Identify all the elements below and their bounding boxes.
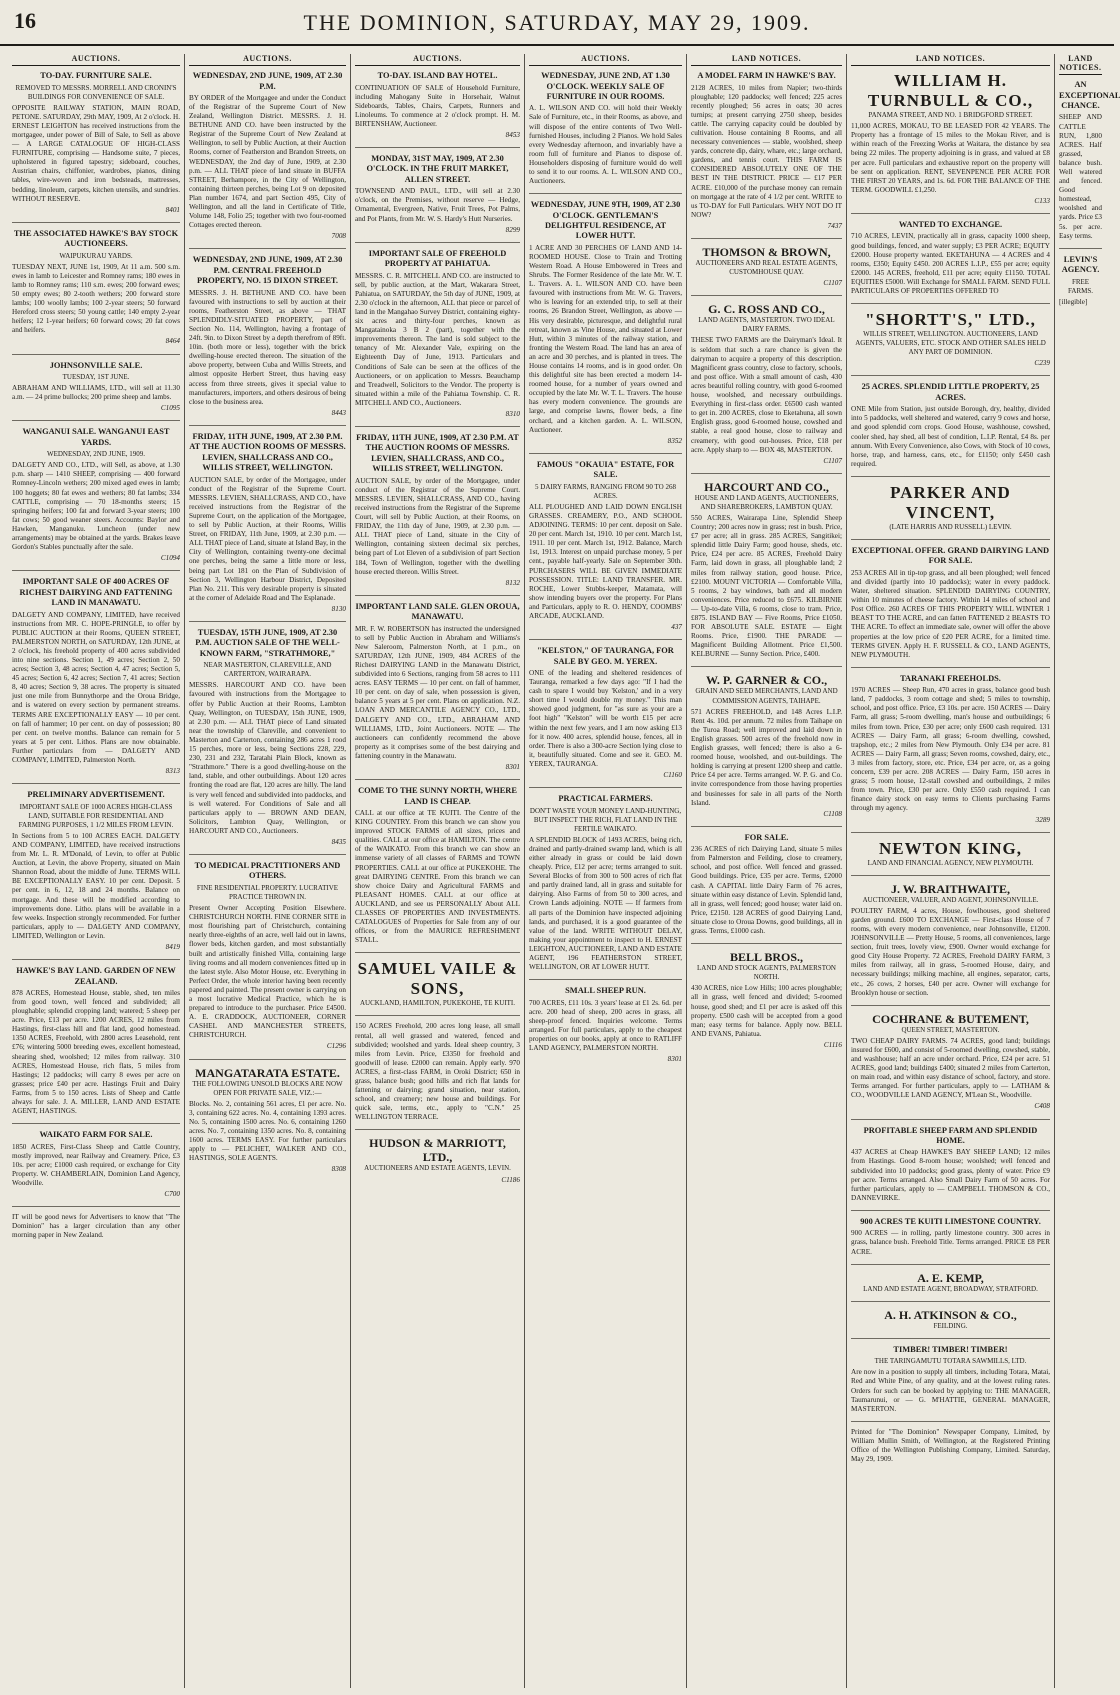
ad-subheading: FEILDING. <box>933 1321 968 1330</box>
ad-subheading: WAIPUKURAU YARDS. <box>59 251 133 260</box>
paper-title: THE DOMINION, SATURDAY, MAY 29, 1909. <box>303 10 811 35</box>
ad-reference-number: C1107 <box>823 279 842 288</box>
classified-ad <box>355 1129 520 1184</box>
ad-divider <box>12 222 180 223</box>
ad-subheading: TUESDAY, 1ST JUNE. <box>62 372 130 381</box>
ad-headline: WANGANUI SALE. WANGANUI EAST YARDS. <box>22 427 170 447</box>
ad-body-text: AUCTION SALE, by order of the Mortgagee, under conduct of the Registrar of the Supreme Court. MESSRS. LEVIEN, SHALLCRASS, AND CO., having received instructions from the Registrar of the Supreme Court, will sell by Public Auction, at their Rooms, on FRIDAY, the 11th day of June, 1909, at 2.30 p.m. — ALL THAT piece of Land, situate in the City of Wellington, containing sixteen decimal six perches, being part of Lot Eleven of a subdivision of part Section 184, Town of Wellington, together with the dwelling house erected thereon. Willis Street. <box>355 476 520 576</box>
ad-headline: W. P. GARNER & CO., <box>705 673 828 688</box>
ad-headline: IMPORTANT SALE OF 400 ACRES OF RICHEST DAIRYING AND FATTENING LAND IN MANAWATU. <box>19 577 173 608</box>
classified-ad <box>851 1301 1050 1331</box>
ad-headline: PROFITABLE SHEEP FARM AND SPLENDID HOME. <box>863 1125 1038 1145</box>
classified-ad <box>851 476 1050 532</box>
classified-ad <box>851 1264 1050 1294</box>
ad-headline: WANTED TO EXCHANGE. <box>898 220 1003 230</box>
ad-body-text: 430 ACRES, nice Low Hills; 100 acres ploughable; all in grass, well fenced and divided; 5-roomed house, good shed; and £1 per acre is asked off this property. £500 cash will be accepted from a good man; easy terms for balance. Apply now. BELL AND EVANS, Pahiatua. <box>691 984 842 1038</box>
classified-ad <box>355 426 520 588</box>
ad-divider <box>12 420 180 421</box>
ad-divider <box>355 1129 520 1130</box>
ad-headline: FRIDAY, 11TH JUNE, 1909, AT 2.30 P.M. AT THE AUCTION ROOMS OF MESSRS. LEVIEN, SHALLCRASS AND CO., WILLIS STREET, WELLINGTON. <box>189 431 346 473</box>
classified-ad <box>189 621 346 847</box>
ad-headline: COME TO THE SUNNY NORTH, WHERE LAND IS CHEAP. <box>358 786 517 806</box>
classified-ad <box>1059 248 1102 307</box>
column-heading: LAND NOTICES. <box>1059 54 1102 75</box>
ad-divider <box>851 375 1050 376</box>
ad-body-text: 11,000 ACRES, MOKAU, TO BE LEASED FOR 42 YEARS. The Property has a frontage of 15 miles to the Mokau River, and is within reach of the Freezing Works at Waitara, the distance by sea being 22 miles. The property adjoining is in grass, and valued at £8 per acre. Full particulars and exhaustive report on the property will be sent on application. RENT, SEVENPENCE PER ACRE FOR THE FIRST 20 YEARS, and 1s. 6d. FOR THE BALANCE OF THE TERM. GOODWILL £1,250. <box>851 122 1050 194</box>
classified-ad <box>189 854 346 1052</box>
ad-divider <box>189 1059 346 1060</box>
ad-body-text: 571 ACRES FREEHOLD, and 148 Acres L.I.P. Rent 4s. 10d. per annum. 72 miles from Taihape on the Turoa Road; well improved and laid down in English grasses. 500 acres of the freehold now in English grasses, well fenced; there is also a 6-roomed house, woolshed, and out-buildings. The holding is carrying at present 1200 sheep and cattle. Price £4 per acre. Terms arranged. W. P. G. and Co. invite correspondence from those having properties and businesses for sale in all parts of the North Island. <box>691 707 842 807</box>
ad-body-text: 150 ACRES Freehold, 200 acres long lease, all small rental, all well grassed and watered, fenced and subdivided; woolshed and yards. Ideal sheep country, 3 miles from Levin. Price, £3350 for freehold and goodwill of lease. £2000 can remain. Apply early. 970 ACRES, a first-class FARM, in Oroki District; 650 in grass, balance bush; good hills and rich flat lands for fattening or dairying; grand situation, near station, school, and creamery; new house and buildings. For quick sale, terms, etc., apply to "C.N." 25 WELLINGTON TERRACE. <box>355 1022 520 1122</box>
ad-body-text: 878 ACRES, Homestead House, stable, shed, ten miles from good town, well fenced and subdivided; all ploughable; splendid cropping land; watered; 5 sheep per acre. Price, £13 per acre. 1200 ACRES, 12 miles from Hastings, first-class hill and flat land, good homestead. 1350 ACRES, Freehold, with 2800 acres Leasehold, rent £76; wintering 5000 breeding ewes, excellent homestead, shearing shed, woolshed; 12 miles from railway. 310 ACRES, Homestead House, rich flats, 5 miles from Hastings; 12 paddocks; will carry 8 ewes per acre on grasses; price £40 per acre. Hastings Fruit and Dairy Farms, from 5 to 150 acres. Lists of Sheep and Cattle always for sale. J. A. MILLER, LAND AND ESTATE AGENT, HASTINGS. <box>12 988 180 1116</box>
classified-ad <box>189 1059 346 1175</box>
classified-ad <box>851 539 1050 660</box>
ad-headline: G. C. ROSS AND CO., <box>708 302 825 317</box>
ad-reference-number: 7437 <box>827 221 842 230</box>
ad-reference-number: C1095 <box>160 404 180 413</box>
ad-divider <box>355 147 520 148</box>
ad-headline: TARANAKI FREEHOLDS. <box>900 673 1001 683</box>
classified-ad <box>529 193 682 446</box>
ad-divider <box>189 854 346 855</box>
classified-ad <box>691 666 842 818</box>
classified-ad <box>355 779 520 945</box>
classified-ad <box>691 295 842 466</box>
ad-body-text: 700 ACRES, £11 10s. 3 years' lease at £1 2s. 6d. per acre. 200 head of sheep, 200 acres in grass, all sheep-proof fenced. Inquiries welcome. Terms arranged. For full particulars, apply to the cheapest properties on our books, apply at once to RATLIFF LAND AGENCY, PALMERSTON NORTH. <box>529 998 682 1053</box>
ad-headline: EXCEPTIONAL OFFER. GRAND DAIRYING LAND FOR SALE. <box>851 546 1050 566</box>
ad-body-text: MESSRS. HARCOURT AND CO. have been favoured with instructions from the Mortgagee to offer by Public Auction at their Rooms, Lambton Quay, Wellington, on TUESDAY, 15th JUNE, 1909, at 2.30 p.m. — ALL THAT piece of Land situated near the township of Clareville, and convenient to Masterton and Carterton, containing 286 acres 1 rood 15 perches, more or less, being Sections 228, 229, 230, 231 and 232, Taratahi Plain Block, known as "Strathmore." There is a good dwelling-house on the land, stable, and other outbuildings. About 120 acres fronting the road are flat, 120 acres are hilly. The land is very well fenced and subdivided into paddocks, and is well watered. For Conditions of Sale and all particulars apply to — BROWN AND DEAN, Solicitors, Lambton Quay, Wellington, or HARCOURT AND CO., Auctioneers. <box>189 681 346 835</box>
column-heading: LAND NOTICES. <box>691 54 842 66</box>
ad-headline: MANGATARATA ESTATE. <box>195 1065 340 1080</box>
ad-divider <box>12 570 180 571</box>
classified-ad <box>189 248 346 418</box>
classified-ad <box>12 1206 180 1240</box>
classified-ad <box>851 1119 1050 1203</box>
ad-headline: THOMSON & BROWN, <box>702 245 831 259</box>
ad-divider <box>691 826 842 827</box>
ad-body-text: Blocks. No. 2, containing 561 acres, £1 per acre. No. 3, containing 622 acres. No. 4, containing 1393 acres. No. 5, containing 1500 acres. No. 6, containing 1260 acres. No. 7, containing 1350 acres. No. 8, containing 1600 acres. TERMS EASY. For further particulars apply to — PELICHET, WALKER AND CO., HASTINGS, SOLE AGENTS. <box>189 1099 346 1163</box>
ad-body-text: OPPOSITE RAILWAY STATION, MAIN ROAD, PETONE. SATURDAY, 29th MAY, 1909, At 2 o'clock. H. ERNEST LEIGHTON has received instructions from the mortgagee, under power of Bill of Sale, to Sell as above — A LARGE CATALOGUE OF HIGH-CLASS FURNITURE, comprising — Handsome suite, 7 pieces, upholstered in figured tapestry; sideboard, couches, Austrian chairs, chiffonier, wardrobes, pianos, dining tables, wire-woven and iron bedsteads, mattresses, bedding, linoleum, carpets, kitchen utensils, and sundries. WITHOUT RESERVE. <box>12 103 180 203</box>
ad-divider <box>12 1206 180 1207</box>
classified-ad <box>355 952 520 1008</box>
classified-ad <box>851 832 1050 868</box>
ad-divider <box>355 426 520 427</box>
classified-ad <box>851 1210 1050 1257</box>
ad-body-text: [illegible] <box>1059 297 1088 306</box>
ad-divider <box>189 248 346 249</box>
classified-ad <box>355 242 520 419</box>
ad-subheading: IMPORTANT SALE OF 1000 ACRES HIGH-CLASS LAND, SUITABLE FOR RESIDENTIAL AND FARMING PURPOSES, 1 1/2 MILES FROM LEVIN. <box>18 802 174 829</box>
ad-headline: FOR SALE. <box>744 832 789 842</box>
ad-body-text: BY ORDER of the Mortgagee and under the Conduct of the Registrar of the Supreme Court of New Zealand, Wellington District. MESSRS. J. H. BETHUNE AND CO. have been instructed by the Registrar of the Supreme Court of New Zealand at Wellington, to sell by Public Auction, at their Auction Rooms, corner of Featherston and Brandon Streets, on WEDNESDAY, the 2nd day of June, 1909, at 2.30 p.m. — ALL THAT piece of land situate in BUFFA STREET, Berhampore, in the City of Wellington, containing thirteen perches, being Lot 9 on deposited Plan number 1674, and part Section 495, City of Wellington, and all the land in Certificate of Title, Volume 148, Folio 25; together with two four-roomed Cottages erected thereon. <box>189 93 346 230</box>
ad-divider <box>851 1421 1050 1422</box>
ad-headline: WEDNESDAY, JUNE 9TH, 1909, AT 2.30 O'CLOCK. GENTLEMAN'S DELIGHTFUL RESIDENCE, AT LOWER HUTT. <box>530 200 681 241</box>
ad-body-text: 1970 ACRES — Sheep Run, 470 acres in grass, balance good bush land, 7 paddocks, 3 room cottage and shed; 5 miles to township, school, and post office. Price, £3 10s. per acre. 150 ACRES — Dairy Farm, all grass; 5-room dwelling, man's house and outbuildings; 6 miles from town. Price, £30 per acre; only £600 cash required. 131 ACRES — Dairy Farm, all grass; 6-room dwelling, cowshed, trapshop, etc.; 2 miles from New Plymouth. Only £34 per acre. 81 ACRES — Dairy Farm, all grass; Seven rooms, cowshed, dairy, etc., 3 miles from factory, store, etc. Price, £34 per acre, or, as a going concern, £39 per acre. 208 ACRES — Dairy Farm, 150 acres in grass; 5 room house, 12-stall cowshed and outbuildings, 2 miles from town. Price, £30 per acre. Only £550 cash required. I can finance dairy stock on easy terms to Clients purchasing Farms through my agency. <box>851 686 1050 813</box>
classified-ad <box>355 1015 520 1122</box>
classified-ad <box>529 453 682 632</box>
ad-divider <box>851 1338 1050 1339</box>
ad-reference-number: 8301 <box>505 763 520 772</box>
column-1 <box>8 54 184 1688</box>
classified-ad <box>851 71 1050 206</box>
classified-ad <box>12 354 180 414</box>
ad-reference-number: 8453 <box>505 130 520 139</box>
ad-divider <box>691 238 842 239</box>
ad-reference-number: 8443 <box>331 408 346 417</box>
ad-reference-number: 437 <box>671 623 682 632</box>
ad-subheading: 5 DAIRY FARMS, RANGING FROM 90 TO 268 ACRES. <box>535 482 676 500</box>
classified-ad <box>691 473 842 660</box>
ad-divider <box>691 943 842 944</box>
ad-reference-number: 8419 <box>165 943 180 951</box>
ad-headline: HAWKE'S BAY LAND. GARDEN OF NEW ZEALAND. <box>16 966 176 986</box>
ad-headline: 900 ACRES TE KUITI LIMESTONE COUNTRY. <box>860 1216 1041 1226</box>
ad-subheading: LAND AND FINANCIAL AGENCY, NEW PLYMOUTH. <box>867 858 1034 867</box>
ad-body-text: 710 ACRES, LEVIN, practically all in grass, capacity 1000 sheep, good buildings, fenced, and water supply; £3 PER ACRE; EQUITY £2000. House property wanted. EKETAHUNA — 4 ACRES and 4 rooms, £350; Equity £450. 200 ACRES L.I.P., £55 per acre; equity £2000. 145 ACRES, freehold, £11 per acre; equity £1150. TOTAL EQUITIES £5000. Will Exchange for SMALL FARM. SEND FULL PARTICULARS OF PROPERTIES OFFERED TO <box>851 232 1050 295</box>
classified-ad <box>691 943 842 1050</box>
ad-divider <box>691 666 842 667</box>
ad-subheading: REMOVED TO MESSRS. MORRELL AND CRONIN'S BUILDINGS FOR CONVENIENCE OF SALE. <box>15 83 177 101</box>
page-number: 16 <box>14 8 36 33</box>
ad-body-text: Printed for "The Dominion" Newspaper Company, Limited, by William Mullin Smith, of Wellington, at the Registered Printing Office of the Wellington Publishing Company, Limited. Saturday, May 29, 1909. <box>851 1427 1050 1464</box>
ad-headline: HARCOURT AND CO., <box>704 479 829 494</box>
ad-divider <box>189 425 346 426</box>
ad-subheading: FINE RESIDENTIAL PROPERTY. LUCRATIVE PRACTICE THROWN IN. <box>196 883 339 901</box>
ad-headline: SAMUEL VAILE & SONS, <box>357 959 518 999</box>
ad-subheading: (LATE HARRIS AND RUSSELL) LEVIN. <box>889 522 1012 531</box>
ad-divider <box>851 303 1050 304</box>
ad-subheading: AUCTIONEERS AND REAL ESTATE AGENTS, CUSTOMHOUSE QUAY. <box>695 259 838 277</box>
ad-body-text: DALGETY AND CO., LTD., will Sell, as above, at 1.30 p.m. sharp — 1410 SHEEP, comprising — 400 forward Romney-Lincoln wethers; 200 mixed aged ewes in lamb; 100 hoggets; 80 fat ewes and wethers; 80 fat lambs; 334 CATTLE, comprising — 70 18-months steers; 15 springing heifers; 100 fat and forward 3-year steers; 100 fat cows; 50 good weaner steers. Accounts: Baylor and Hawken, Manganuku. Luncheon (under new arrangements) may be obtained at the yards. Brakes leave Gordon's Stables punctually after the sale. <box>12 461 180 552</box>
ad-body-text: SHEEP AND CATTLE RUN, 1,800 ACRES. Half grassed, balance bush. Well watered and fenced. Good homestead, woolshed and yards. Price £3 5s. per acre. Easy terms. <box>1059 113 1102 240</box>
classified-ad <box>691 826 842 936</box>
ad-headline: WAIKATO FARM FOR SALE. <box>39 1130 153 1140</box>
ad-headline: IMPORTANT LAND SALE. GLEN OROUA, MANAWATU. <box>355 601 520 622</box>
ad-headline: IMPORTANT SALE OF FREEHOLD PROPERTY AT PAHIATUA. <box>368 248 507 269</box>
ad-subheading: THE TARINGAMUTU TOTARA SAWMILLS, LTD. <box>874 1357 1027 1366</box>
ad-body-text: 900 ACRES — in rolling, partly limestone country. 300 acres in grass, balance bush. Freehold Title. Terms arranged. PRICE £8 PER ACRE. <box>851 1229 1050 1256</box>
classified-ad <box>355 595 520 772</box>
ad-reference-number: 8299 <box>505 225 520 234</box>
ad-divider <box>355 242 520 243</box>
ad-body-text: ABRAHAM AND WILLIAMS, LTD., will sell at 11.30 a.m. — 24 prime bullocks; 200 prime sheep and lambs. <box>12 384 180 402</box>
ad-body-text: TUESDAY NEXT, JUNE 1st, 1909, At 11 a.m. 500 s.m. ewes in lamb to Leicester and Romney rams; 180 ewes in lamb to Romney rams; 110 s.m. ewes; 200 forward ewes; 50 empty ewes; 80 2-tooth wethers; 200 forward store lambs; 100 woolly lambs; 100 2-year steers; 50 forward Hereford cross steers; 50 young cattle; 140 empty 2-year heifers; 12 1-year heifers; 60 forward cows; 20 fat cows and heifers. <box>12 262 180 335</box>
ad-body-text: ONE of the leading and sheltered residences of Tauranga, remarked a few days ago: "If I had the cash to spare I would buy 'Kelston,' and in a very short time I would double my money." This man showed good judgment, for "as sure as your are a foot high" "Kelston" will be worth £15 per acre within the next few years, and I am now asking £13 for it now. 400 acres, splendid house, fences, all in order. There is also a 300-acre Section lying close to it, beautifully situated. Come and see it. GEO. M. YEREX, TAURANGA. <box>529 668 682 768</box>
ad-reference-number: C408 <box>1034 1102 1050 1111</box>
ad-headline: TUESDAY, 15TH JUNE, 1909, AT 2.30 P.M. AUCTION SALE OF THE WELL-KNOWN FARM, "STRATHMORE," <box>195 627 340 658</box>
ad-subheading: LAND AND STOCK AGENTS, PALMERSTON NORTH. <box>697 964 836 982</box>
ad-divider <box>12 959 180 960</box>
ad-headline: WEDNESDAY, 2ND JUNE, 1909, AT 2.30 P.M. <box>192 71 343 91</box>
ad-subheading: THE FOLLOWING UNSOLD BLOCKS ARE NOW OPEN FOR PRIVATE SALE, VIZ.:— <box>192 1079 343 1097</box>
classified-ad <box>355 71 520 140</box>
classified-ad <box>529 979 682 1064</box>
classified-ad <box>12 783 180 952</box>
ad-body-text: TOWNSEND AND PAUL, LTD., will sell at 2.30 o'clock, on the Premises, without reserve — Hedge, Ornamental, Evergreen, Native, Fruit Trees, Pot Palms, and Pot Plants, from Mr. W. S. Hardy's Hutt Nurseries. <box>355 187 520 223</box>
ad-subheading: AUCTIONEER, VALUER, AND AGENT, JOHNSONVILLE. <box>862 895 1039 904</box>
classified-ad <box>851 375 1050 468</box>
ad-headline: TO MEDICAL PRACTITIONERS AND OTHERS. <box>194 861 341 881</box>
ad-headline: "KELSTON," OF TAURANGA, FOR SALE BY GEO. M. YEREX. <box>537 646 674 666</box>
ad-reference-number: C1186 <box>501 1175 520 1184</box>
ad-body-text: IT will be good news for Advertisers to know that "The Dominion" has a larger circulation than any other morning paper in New Zealand. <box>12 1213 180 1240</box>
ad-headline: WEDNESDAY, JUNE 2ND, AT 1.30 O'CLOCK. WEEKLY SALE OF FURNITURE IN OUR ROOMS. <box>541 71 670 101</box>
ad-reference-number: 3289 <box>1035 815 1050 824</box>
ad-divider <box>851 1119 1050 1120</box>
ad-headline: WILLIAM H. TURNBULL & CO., <box>867 71 1034 111</box>
ad-headline: TO-DAY. FURNITURE SALE. <box>40 71 152 81</box>
ad-reference-number: 8401 <box>165 205 180 214</box>
ad-divider <box>691 473 842 474</box>
ad-body-text: 437 ACRES at Cheap HAWKE'S BAY SHEEP LAND; 12 miles from Hastings. Good 8-room house; woolshed; well fenced and subdivided into 10 paddocks; good grass, plenty of water. Price £9 per acre. Terms arranged. Also Small Dairy Farm of 50 acres. For further particulars, apply to — CAMPBELL THOMSON & CO., DANNEVIRKE. <box>851 1148 1050 1202</box>
ad-divider <box>355 1015 520 1016</box>
ad-divider <box>355 779 520 780</box>
ad-body-text: 1850 ACRES, First-Class Sheep and Cattle Country, mostly improved, near Railway and Creamery. Price, £3 10s. per acre; £1000 cash required, or exchange for City Property. W. CHAMBERLAIN, Dominion Land Agency, Woodville. <box>12 1142 180 1187</box>
classified-ad <box>12 959 180 1116</box>
ad-subheading: NEAR MASTERTON, CLAREVILLE, AND CARTERTON, WAIRARAPA. <box>203 661 332 679</box>
classified-ad <box>12 1123 180 1199</box>
classified-ad <box>12 570 180 776</box>
ad-body-text: TWO CHEAP DAIRY FARMS. 74 ACRES, good land; buildings insured for £600, and consist of 5-roomed dwelling, cowshed, stable, and washhouse; half an acre under orchard. Price, £24 per acre. 51 ACRES, good land; buildings £400; situated 2 miles from Carterton, on main road, and within easy distance of school, factory, and store. Terms arranged. For further particulars, apply to — LATHAM & CO., WOODVILLE LAND AGENCY, M'Lean St., Woodville. <box>851 1036 1050 1100</box>
ad-body-text: THESE TWO FARMS are the Dairyman's Ideal. It is seldom that such a rare chance is given the dairyman to acquire a property of this description. Magnificent grass country, close to factory, schools, and post office. With a small amount of cash, 430 acres beautiful rolling country, with good 6-roomed house, woolshed, and necessary outbuildings. Everything in first-class order. £6500 cash wanted to get in. 200 ACRES, close to Eketahuna, all sown English grass, good 6-roomed house, cowshed and stable, a real good house, close to railway and creamery, with good out-houses. Price, £18 per acre. Apply sharp to — BOX 48, MASTERTON. <box>691 336 842 454</box>
ad-reference-number: 8132 <box>505 578 520 587</box>
column-heading: AUCTIONS. <box>189 54 346 66</box>
ad-subheading: PANAMA STREET, AND NO. 1 BRIDGFORD STREET. <box>868 111 1033 120</box>
ad-subheading: QUEEN STREET, MASTERTON. <box>901 1025 1000 1034</box>
classified-ad <box>851 1005 1050 1112</box>
ad-body-text: A. L. WILSON AND CO. will hold their Weekly Sale of Furniture, etc., in their Rooms, as above, and will dispose of the entire contents of Two Well-furnished Houses, including 2 Pianos. We hold Sales every Wednesday afternoon, and invariably have a room full of furniture and Pianos to dispose of. Householders disposing of furniture would do well to send it to our rooms. A. L. WILSON AND CO., Auctioneers. <box>529 104 682 186</box>
masthead <box>0 0 1114 46</box>
ad-divider <box>529 453 682 454</box>
ad-body-text: DALGETY AND COMPANY, LIMITED, have received instructions from MR. C. HOPE-PRINGLE, to offer by PUBLIC AUCTION at their Rooms, QUEEN STREET, PALMERSTON NORTH, on SATURDAY, 12th JUNE, at 2 o'clock, his freehold property of 400 acres subdivided into nine sections. Section 1, 49 acres; Section 2, 50 acres; Section 3, 48 acres; Section 4, 47 acres; Section 5, 45 acres; Section 6, 42 acres; Section 7, 41 acres; Section 8, 40 acres; Section 9, 38 acres. The property is situated just one mile from Bunnythorpe and the Oroua Bridge, and is watered on every section by permanent streams. TERMS ARE EXCEPTIONALLY EASY — 10 per cent. on fall of hammer; 10 per cent. on day of possession; 80 per cent. on twelve months. Balance can remain for 5 years at 5 per cent. Lithos. Plans are now obtainable. Further particulars from — DALGETY AND COMPANY, LIMITED, Palmerston North. <box>12 610 180 764</box>
column-2 <box>184 54 350 1688</box>
ad-subheading: AUCKLAND, HAMILTON, PUKEKOHE, TE KUITI. <box>359 999 516 1008</box>
ad-divider <box>529 639 682 640</box>
ad-headline: PARKER AND VINCENT, <box>890 482 1011 522</box>
ad-headline: A. H. ATKINSON & CO., <box>884 1307 1017 1322</box>
classified-ad <box>529 787 682 972</box>
classified-ad <box>355 147 520 235</box>
ad-subheading: WEDNESDAY, 2ND JUNE, 1909. <box>46 450 145 459</box>
ad-divider <box>851 1005 1050 1006</box>
classified-ad <box>12 420 180 563</box>
ad-reference-number: C1296 <box>326 1042 346 1051</box>
column-heading: AUCTIONS. <box>529 54 682 66</box>
column-3 <box>350 54 524 1688</box>
ad-reference-number: C1108 <box>823 809 842 818</box>
ad-divider <box>12 783 180 784</box>
ad-body-text: A SPLENDID BLOCK of 1493 ACRES, being rich, drained and partly-drained swamp land, which is all either already in grass or could be laid down cheaply. Price, £12 per acre; terms arranged to suit. Several Blocks of from 300 to 500 acres of rich flat and partly drained land, all in grass and suitable for dairying. Also Farms of from 50 to 300 acres, and Crown Lands adjoining. NOTE — If farmers from all parts of the Dominion have inspected adjoining lands, and purchased, it is a good guarantee of the value of the land. WRITE WITHOUT DELAY, making your appointment to inspect to H. ERNEST LEIGHTON, AUCTIONEER, LAND AND ESTATE AGENT, 196 FEATHERSTON STREET, WELLINGTON, OR AT LOWER HUTT. <box>529 835 683 972</box>
column-7 <box>1054 54 1120 1688</box>
ad-headline: THE ASSOCIATED HAWKE'S BAY STOCK AUCTIONEERS. <box>13 228 179 249</box>
ad-subheading: DON'T WASTE YOUR MONEY LAND-HUNTING, BUT INSPECT THE RICH, FLAT LAND IN THE FERTILE WAIKATO. <box>529 806 682 833</box>
classified-ad <box>529 639 682 780</box>
ad-subheading: WILLIS STREET, WELLINGTON. AUCTIONEERS, LAND AGENTS, VALUERS, ETC. STOCK AND OTHER SALES HELD ANY PART OF DOMINION. <box>855 330 1046 357</box>
ad-headline: HUDSON & MARRIOTT, LTD., <box>369 1136 506 1165</box>
ad-headline: FRIDAY, 11TH JUNE, 1909, AT 2.30 P.M. AT THE AUCTION ROOMS OF MESSRS. LEVIEN, SHALLCRASS, AND CO., WILLIS STREET, WELLINGTON. <box>356 433 519 474</box>
ad-body-text: AUCTION SALE, by order of the Mortgagee, under conduct of the Registrar of the Supreme Court. MESSRS. LEVIEN, SHALLCRASS, AND CO., have received instructions from the Registrar of the Supreme Court, on the application of the Mortgagee, to sell by Public Auction, at their Rooms, Willis Street, on FRIDAY, 11th June, 1909, at 2.30 p.m. — ALL THAT piece of Land, situate at Island Bay, in the City of Wellington, containing twenty-one decimal one perches, being the same a little more or less, being part Lot 181 on the Plan of Subdivision of Section 3, Wellington Harbour District, Deposited Plan No. 211. This very desirable property is situated at the corner of Adelaide Road and The Esplanade. <box>189 475 346 602</box>
ad-divider <box>529 193 682 194</box>
ad-subheading: FREE FARMS. <box>1068 277 1093 295</box>
ad-reference-number: 7008 <box>331 232 346 241</box>
classified-ad <box>851 213 1050 296</box>
ad-body-text: MR. F. W. ROBERTSON has instructed the undersigned to sell by Public Auction in Abraham and Williams's New Saleroom, Palmerston North, at 1 p.m., on SATURDAY, 12th JUNE, 1909, 484 ACRES of the Richest DAIRYING LAND in the Manawatu District, subdivided into 6 Sections, ranging from 58 acres to 111 acres. EASY TERMS — 10 per cent. on fall of hammer, 10 per cent. on day of sale, when possession is given, balance 5 years at 5 per cent. Plans on application. N.Z. LOAN AND MERCANTILE AGENCY CO., LTD., DALGETY AND CO., LTD., ABRAHAM AND WILLIAMS, LTD., Joint Auctioneers. NOTE — The auctioneers can confidently recommend the above property as it comprises some of the best dairying and fattening country in the Manawatu. <box>355 624 520 760</box>
ad-divider <box>851 476 1050 477</box>
ad-body-text: Are now in a position to supply all timbers, including Totara, Matai, Red and White Pine, of any quality, and at the lowest ruling rates. Orders for such can be booked by applying to: THE MANAGER, Taumarunui, or — G. M'HATTIE, GENERAL MANAGER, MASTERTON. <box>851 1368 1050 1413</box>
ad-divider <box>189 621 346 622</box>
ad-headline: BELL BROS., <box>729 950 804 965</box>
ad-subheading: LAND AGENTS, MASTERTON. TWO IDEAL DAIRY FARMS. <box>698 316 835 334</box>
ad-divider <box>529 787 682 788</box>
ad-reference-number: C1107 <box>823 456 842 465</box>
column-heading: AUCTIONS. <box>355 54 520 66</box>
ad-body-text: CONTINUATION OF SALE of Household Furniture, including Mahogany Suite in Horsehair, Walnut Sideboards, Tables, Chairs, Carpets, Runners and Linoleums. To commence at 2 o'clock prompt. H. M. BIRTENSHAW, Auctioneer. <box>355 83 520 128</box>
column-heading: LAND NOTICES. <box>851 54 1050 66</box>
ad-headline: PRACTICAL FARMERS. <box>558 794 653 804</box>
ad-body-text: MESSRS. C. R. MITCHELL AND CO. are instructed to sell, by public auction, at the Mart, Wakarara Street, Pahiatua, on SATURDAY, the 5th day of JUNE, 1909, at 2.30 o'clock in the afternoon, ALL that piece or parcel of land in the Mangahao Survey District, containing eighty-six acres and thirty-four perches, known as Mangatainoka 3 B 2 (part), together with the improvements thereon. The land is sold subject to the tenancy of Mr. Alexander Vale, expiring on the Eighteenth Day of June, 1913. Particulars and Conditions of Sale can be seen at the offices of the Auctioneers, or on application to Messrs. Beauchamp and Treadwell, Solicitors to the Vendor. The property is situated within a mile of the Pahiatua Township. C. R. MITCHELL AND CO., Auctioneers. <box>355 271 520 407</box>
ad-reference-number: 8313 <box>165 767 180 776</box>
column-heading: AUCTIONS. <box>12 54 180 66</box>
ad-body-text: ALL PLOUGHED AND LAID DOWN ENGLISH GRASSES. CREAMERY, P.O., AND SCHOOL ADJOINING. TERMS: 10 per cent. deposit on Sale. 20 per cent. March 1st, 1910. 10 per cent. March 1st, 1911. 10 per cent. March 1st, 1912. Balance, March 1st, 1913. Interest on unpaid purchase money, 5 per cent., payable half-yearly. Sale on September 30th. PURCHASERS WILL BE GIVEN IMMEDIATE POSSESSION. TITLE: LAND TRANSFER. MR. ROCHE, Lower Stubbs-keeper, Matamata, will show intending buyers over the property. For Plans and Particulars, apply to R. O. HENDY, COOMBS' ARCADE, AUCKLAND. <box>529 502 682 620</box>
ad-headline: MONDAY, 31ST MAY, 1909, AT 2.30 O'CLOCK. IN THE FRUIT MARKET, ALLEN STREET. <box>366 154 509 184</box>
ad-divider <box>12 354 180 355</box>
ad-body-text: Present Owner Accepting Position Elsewhere. CHRISTCHURCH NORTH. FINE CORNER SITE in most flourishing part of Christchurch, containing nearly three-eighths of an acre, well laid out in lawns, flower beds, kitchen garden, and most substantially built and artistically finished Villa, containing large living rooms and all modern conveniences fitted up in the latest style. Also Motor House, etc. Everything in Perfect Order, the whole interior having been recently papered and painted. The present owner is carrying on a most lucrative Medical Practice, which he is prepared to introduce to the purchaser. Price £4500. A. E. CRADDOCK, AUCTIONEER, CORNER CASHEL AND MANCHESTER STREETS, CHRISTCHURCH. <box>189 904 346 1040</box>
ad-headline: JOHNSONVILLE SALE. <box>49 360 143 370</box>
ad-subheading: AUCTIONEERS AND ESTATE AGENTS, LEVIN. <box>364 1164 511 1173</box>
ad-headline: TO-DAY. ISLAND BAY HOTEL. <box>377 71 498 81</box>
ad-reference-number: C1116 <box>823 1040 842 1049</box>
ad-divider <box>1059 248 1102 249</box>
ad-divider <box>851 539 1050 540</box>
ad-divider <box>691 295 842 296</box>
ad-body-text: 253 ACRES All in tip-top grass, and all been ploughed; well fenced and divided (partly into 10 paddocks); water in every paddock. Water, sheltered situation. SPLENDID DAIRYING COUNTRY, within 10 minutes of cheese factory. Within 14 miles of school and Post Office. 260 ACRES OF THIS PROPERTY WILL WINTER 1 BEAST TO THE ACRE, and can fatten FATTENED 2 BEASTS TO THE ACRE. To effect an immediate sale, owner will offer the above properties at the low price of £20 PER ACRE, for a limited time. TERMS GIVEN. Apply H. F. RUSSELL & CO., LAND AGENTS, NEW PLYMOUTH. <box>851 568 1050 659</box>
column-4 <box>524 54 686 1688</box>
ad-divider <box>355 952 520 953</box>
ad-headline: WEDNESDAY, 2ND JUNE, 1909, AT 2.30 P.M. CENTRAL FREEHOLD PROPERTY, NO. 15 DIXON STREET. <box>192 255 343 286</box>
ad-reference-number: C1094 <box>160 554 180 563</box>
classified-ad <box>12 222 180 347</box>
ad-reference-number: C239 <box>1034 359 1050 368</box>
classified-ad <box>1059 80 1120 241</box>
ad-reference-number: 8310 <box>505 409 520 418</box>
ad-body-text: MESSRS. J. H. BETHUNE AND CO. have been favoured with instructions to sell by auction at their rooms, Featherston Street, as above — THAT SPLENDIDLY-SITUATED PROPERTY, part of Section No. 114, Wellington, having a frontage of 24ft. 9in. to Dixon Street by a depth therefrom of 89ft. 10in. (both more or less), together with the brick dwelling-house erected thereon. The situation of the above property, between Cuba and Willis Streets, and almost opposite Herbert Street, thus having easy access from three streets, gives it special value to manufacturers, importers, and others desirous of being close to the business area. <box>189 288 346 406</box>
column-6 <box>846 54 1054 1688</box>
ad-headline: PRELIMINARY ADVERTISEMENT. <box>27 790 165 800</box>
ad-body-text: ONE Mile from Station, just outside Borough, dry, healthy, divided into 5 paddocks, well sheltered and watered, carry 9 cows and horse, and good splendid corn crops. Good House, washhouse, cowshed, cooler shed, hay shed, all best of condition, L.I.P. Rental, £4 8s. per annum. With Every Convenience, also Cows, with Stock of 10 cows, horse, trap, and harness, cans, etc., for £1150; only £450 cash required. <box>851 405 1050 468</box>
classified-ad <box>189 425 346 614</box>
classified-ad <box>691 238 842 288</box>
ad-divider <box>851 213 1050 214</box>
ad-headline: A. E. KEMP, <box>917 1270 984 1285</box>
column-5 <box>686 54 846 1688</box>
ad-reference-number: C700 <box>164 1190 180 1199</box>
ad-headline: J. W. BRAITHWAITE, <box>890 881 1011 896</box>
classified-ad <box>691 71 842 231</box>
classified-ad <box>12 71 180 215</box>
ad-reference-number: C133 <box>1034 196 1050 205</box>
ad-headline: A MODEL FARM IN HAWKE'S BAY. <box>697 71 836 81</box>
ad-reference-number: 8352 <box>667 436 682 445</box>
ad-divider <box>851 832 1050 833</box>
ad-subheading: LAND AND ESTATE AGENT, BROADWAY, STRATFORD. <box>863 1284 1038 1293</box>
ad-headline: "SHORTT'S," LTD., <box>865 310 1036 330</box>
ad-subheading: HOUSE AND LAND AGENTS, AUCTIONEERS, AND SHAREBROKERS, LAMBTON QUAY. <box>694 493 839 511</box>
classified-ad <box>851 875 1050 998</box>
ad-headline: NEWTON KING, <box>879 838 1022 858</box>
ad-headline: COCHRANE & BUTEMENT, <box>872 1011 1029 1026</box>
ad-headline: TIMBER! TIMBER! TIMBER! <box>893 1344 1008 1354</box>
ad-divider <box>355 595 520 596</box>
classified-ad <box>851 303 1050 368</box>
ad-subheading: GRAIN AND SEED MERCHANTS, LAND AND COMMISSION AGENTS, TAIHAPE. <box>695 687 838 705</box>
ad-headline: SMALL SHEEP RUN. <box>565 986 646 996</box>
classified-ad <box>189 71 346 241</box>
ad-headline: AN EXCEPTIONAL CHANCE. <box>1059 80 1120 110</box>
classified-ad <box>529 71 682 186</box>
ad-divider <box>851 1301 1050 1302</box>
ad-body-text: In Sections from 5 to 100 ACRES EACH. DALGETY AND COMPANY, LIMITED, have received instructions from Mr. L. R. M'Donald, of Levin, to offer at Public Auction, at Levin, the above Property, situated on Main Shannon Road, about the middle of June. TERMS WILL BE EXCEPTIONALLY EASY. 10 per cent. Deposit. 5 per cent. in 6, 12, 18 and 24 months. Balance on mortgage. And these will be modified according to improvements done. Litho. plans will be available in a few weeks. Inspection strongly recommended. For further particulars, apply to — DALGETY AND COMPANY, LIMITED, Wellington or Levin. <box>12 831 180 940</box>
classified-ad <box>851 667 1050 825</box>
ad-divider <box>529 979 682 980</box>
columns <box>8 54 1120 1688</box>
ad-headline: 25 ACRES. SPLENDID LITTLE PROPERTY, 25 ACRES. <box>861 382 1040 402</box>
ad-divider <box>12 1123 180 1124</box>
ad-divider <box>851 875 1050 876</box>
classified-ad <box>851 1421 1050 1464</box>
ad-reference-number: 8130 <box>331 604 346 613</box>
ad-body-text: 236 ACRES of rich Dairying Land, situate 5 miles from Palmerston and Feilding, close to creamery, school, and post office. Well fenced and grassed. Good buildings. Price, £35 per acre. Terms, £2000 cash. A CAPITAL little Dairy Farm of 76 acres, situate within easy distance of Levin. Splendid land, all in grass, well fenced; good house; water laid on. Price, £2150. 128 ACRES of good Dairying Land, situate close to Oroua Downs, good buildings, all in grass. Terms, £1000 cash. <box>691 845 842 936</box>
ad-reference-number: 8435 <box>331 837 346 846</box>
ad-reference-number: 8464 <box>165 337 180 346</box>
ad-body-text: 1 ACRE AND 30 PERCHES OF LAND AND 14-ROOMED HOUSE. Close to Train and Trotting Western Road. A House Embowered in Trees and Shrubs. The Former Residence of the late Mr. W. T. L. Travers. A. L. WILSON AND CO. have been favoured with instructions from Mr. W. G. Travers, who is leaving for an extended trip, to sell at their rooms, 26 Brandon Street, Wellington, as above — His very desirable, picturesque, and delightful rural retreat, known as Vine House, and situated at Lower Hutt, within 3 minutes of the railway station, and fronting the Western Road. The land has an area of an acre and 30 perches, and is planted in trees. The House contains 14 rooms, and is in good order. On this delightful site has been erected a modern 14-roomed house, for a number of years owned and occupied by the late Mr. W. T. L. Travers. The house has every modern convenience. The grounds are large, and comprise lawns, flower beds, a fine orchard, and a kitchen garden. A. L. WILSON, Auctioneer. <box>529 243 682 434</box>
ad-divider <box>851 1210 1050 1211</box>
classified-ad <box>851 1338 1050 1414</box>
ad-reference-number: 8301 <box>667 1055 682 1064</box>
ad-headline: LEVIN'S AGENCY. <box>1061 254 1100 275</box>
ad-divider <box>851 1264 1050 1265</box>
ad-body-text: POULTRY FARM, 4 acres, House, fowlhouses, good sheltered garden ground. £600 TO EXCHANGE — First-class House of 7 rooms, with every modern convenience, near Johnsonville, £1200. JOHNSONVILLE — Pretty House, 5 rooms, all conveniences, large section, fruit trees, lovely view, £900. Owner would exchange for good City House Property. 72 ACRES, Freehold DAIRY FARM, 3 miles from railway, all in grass, 5-roomed House, dairy, and necessary buildings; milking machine, all engines, separator, carts, etc., 26 cows, 2 horses, £40 per acre. Owner will exchange for Brooklyn house or section. <box>851 906 1050 997</box>
ad-headline: FAMOUS "OKAUIA" ESTATE, FOR SALE. <box>536 459 675 480</box>
ad-reference-number: 8308 <box>331 1165 346 1174</box>
ad-body-text: 2128 ACRES, 10 miles from Napier; two-thirds ploughable; 120 paddocks; well fenced; 225 acres recently ploughed; 56 acres in oats; 30 acres turnips; at present carrying 2750 sheep, besides cattle. The carrying capacity could be doubled by cultivation. House containing 8 Rooms, and all necessary conveniences — stable, woolshed, sheep yards, concrete dip, dairy, whare, etc.; large orchard, gardens, and tennis court. THIS FARM IS CONSIDERED ABSOLUTELY ONE OF THE BEST IN THE DISTRICT. PRICE — £17 PER ACRE. £10,000 of the purchase money can remain on mortgage at the rate of 4 1/2 per cent. WRITE to us TO-DAY for Full Particulars. WHY NOT DO IT NOW? <box>691 83 842 219</box>
ad-reference-number: C1160 <box>663 771 682 779</box>
ad-divider <box>851 667 1050 668</box>
ad-body-text: 550 ACRES, Wairarapa Line, Splendid Sheep Country; 200 acres now in grass; rest in bush. Price, £7 per acre; all in grass. 285 ACRES, Sangitikei; splendid little Dairy Farm; good house, sheds, etc. Price, £24 per acre. 85 ACRES, Freehold Dairy Farm, laid down in grass, all ploughable land; 2 miles from railway station, good house. Price, £2100. MOUNT VICTORIA — Comfortable Villa, 5 rooms, 2 bay windows, bath and all modern conveniences. Price reduced to £675. KILBIRNIE — Up-to-date Villa, 6 rooms, close to tram. Price, £875. ISLAND BAY — Five Rooms, Price £1050. FOR ABSOLUTE SALE. ESTATE — Eight Rooms. Price, £1900. THE PARADE — Magnificent Building Allotment. Price £1,500. KELBURNE — Sunny Section. Price, £400. <box>691 513 842 659</box>
ad-body-text: CALL at our office at TE KUITI. The Centre of the KING COUNTRY. From this branch we can show you improved STOCK FARMS of all sizes, prices and qualities. CALL at our office at HAMILTON. The centre of the WAIKATO. From this branch we can show an immense variety of all classes of FARMS and TOWN PROPERTIES. CALL at our office at PUKEKOHE. The great DAIRYING CENTRE. From this branch we can show choice Dairy and Agricultural FARMS and PLEASANT HOMES. CALL at our office at AUCKLAND, and see us PERSONALLY About ALL CLASSES OF PROPERTIES AND INVESTMENTS. CATALOGUES of Properties for Sale from any of our offices, or from the MAURICE REFRESHMENT STALL. <box>355 808 520 945</box>
